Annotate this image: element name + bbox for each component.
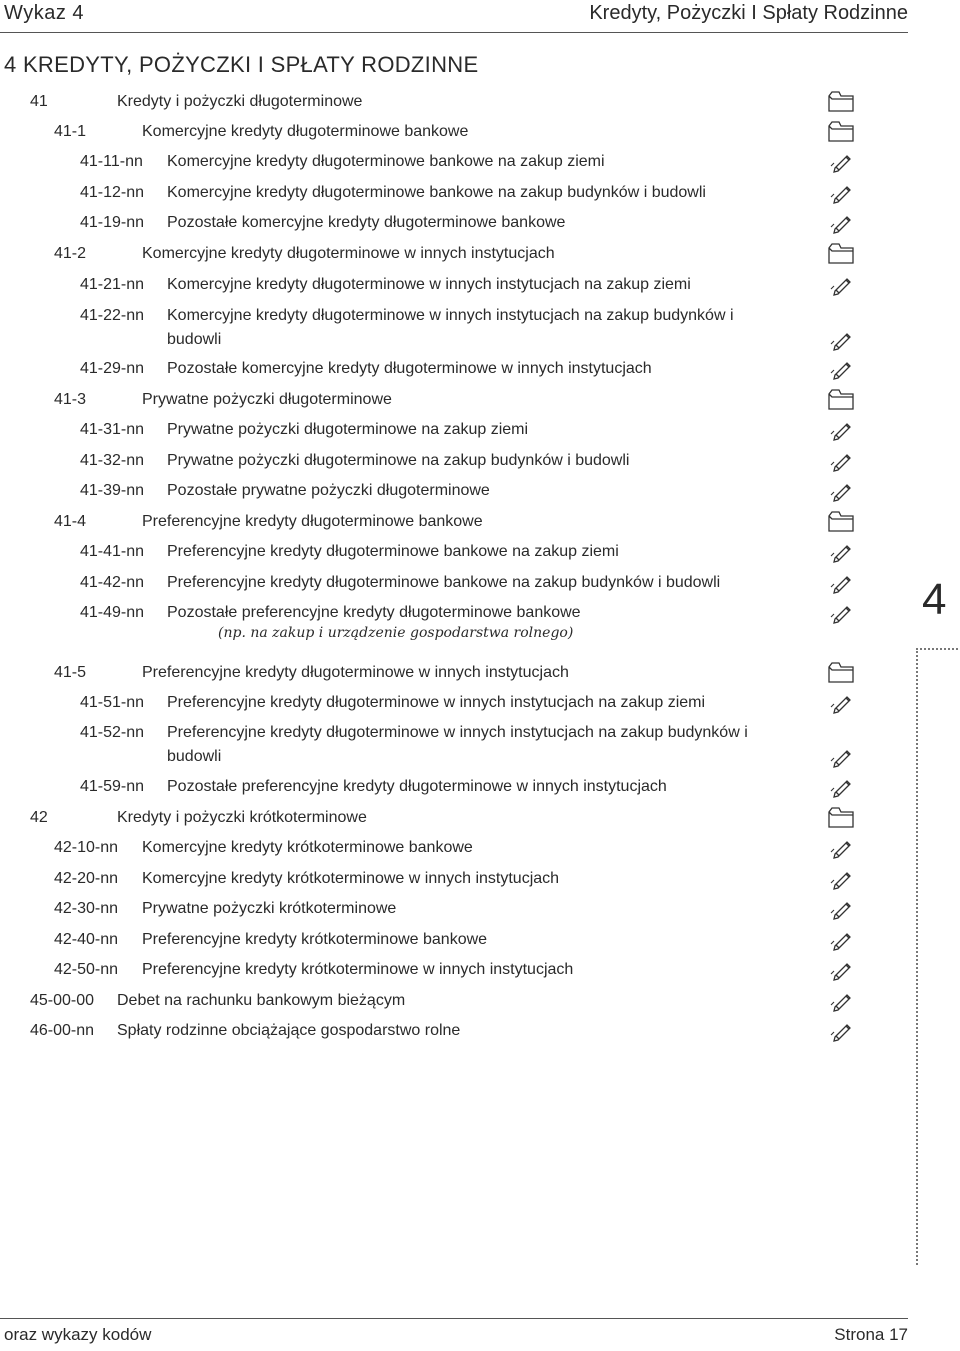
item-label: Pozostałe komercyjne kredyty długoterminowe w innych instytucjach xyxy=(167,360,652,377)
item-label: Pozostałe preferencyjne kredyty długoterminowe bankowe xyxy=(167,604,581,621)
list-item xyxy=(0,806,908,830)
item-label: Pozostałe prywatne pożyczki długoterminowe xyxy=(167,482,490,499)
list-item xyxy=(0,661,908,685)
pencil-icon xyxy=(826,328,856,352)
pencil-icon xyxy=(826,357,856,381)
item-label: Prywatne pożyczki krótkoterminowe xyxy=(142,900,397,917)
footer-right-text: Strona 17 xyxy=(834,1325,908,1344)
list-item xyxy=(0,601,908,625)
item-label: Komercyjne kredyty długoterminowe w innych instytucjach na zakup ziemi xyxy=(167,276,691,293)
section-title: 4 KREDYTY, POŻYCZKI I SPŁATY RODZINNE xyxy=(4,52,479,77)
header-left-text: Wykaz 4 xyxy=(4,2,85,24)
pencil-icon xyxy=(826,150,856,174)
item-label: Prywatne pożyczki długoterminowe na zakup budynków i budowli xyxy=(167,452,630,469)
footer-left-text: oraz wykazy kodów xyxy=(4,1325,152,1344)
list-item xyxy=(0,897,908,921)
item-label: Komercyjne kredyty krótkoterminowe w innych instytucjach xyxy=(142,870,560,887)
pencil-icon xyxy=(826,745,856,769)
item-label: Komercyjne kredyty długoterminowe bankowe na zakup ziemi xyxy=(167,153,605,170)
pencil-icon xyxy=(826,571,856,595)
item-label: Preferencyjne kredyty długoterminowe w innych instytucjach na zakup ziemi xyxy=(167,694,706,711)
folder-icon xyxy=(826,242,856,266)
list-item xyxy=(0,1019,908,1043)
item-label: Komercyjne kredyty długoterminowe bankowe na zakup budynków i budowli xyxy=(167,184,706,201)
pencil-icon xyxy=(826,989,856,1013)
item-label: Preferencyjne kredyty długoterminowe w innych instytucjach xyxy=(142,664,569,681)
pencil-icon xyxy=(826,867,856,891)
item-label: Kredyty i pożyczki długoterminowe xyxy=(117,93,363,110)
item-code: 42-30-nn xyxy=(54,900,119,917)
item-code: 41-29-nn xyxy=(80,360,145,377)
item-label: Preferencyjne kredyty krótkoterminowe bankowe xyxy=(142,931,488,948)
pencil-icon xyxy=(826,1019,856,1043)
list-item xyxy=(0,775,908,799)
item-code: 41-2 xyxy=(54,245,87,262)
list-item xyxy=(0,989,908,1013)
list-item xyxy=(0,691,908,715)
pencil-icon xyxy=(826,928,856,952)
item-code: 42-50-nn xyxy=(54,961,119,978)
pencil-icon xyxy=(826,273,856,297)
item-code: 41-21-nn xyxy=(80,276,145,293)
list-item xyxy=(0,479,908,503)
item-code: 41-22-nn xyxy=(80,307,145,324)
item-code: 41-31-nn xyxy=(80,421,145,438)
item-code: 41-59-nn xyxy=(80,778,145,795)
item-code: 41-52-nn xyxy=(80,724,145,741)
item-label: Spłaty rodzinne obciążające gospodarstwo rolne xyxy=(117,1022,461,1039)
list-item xyxy=(0,571,908,595)
pencil-icon xyxy=(826,897,856,921)
item-label: Preferencyjne kredyty długoterminowe bankowe xyxy=(142,513,483,530)
item-label: Pozostałe komercyjne kredyty długoterminowe bankowe xyxy=(167,214,566,231)
item-label: Preferencyjne kredyty długoterminowe bankowe na zakup budynków i budowli xyxy=(167,574,721,591)
item-code: 41-32-nn xyxy=(80,452,145,469)
item-label: Komercyjne kredyty krótkoterminowe bankowe xyxy=(142,839,473,856)
folder-icon xyxy=(826,510,856,534)
pencil-icon xyxy=(826,449,856,473)
pencil-icon xyxy=(826,211,856,235)
list-item xyxy=(0,540,908,564)
item-label: Preferencyjne kredyty długoterminowe w innych instytucjach na zakup budynków i budowli xyxy=(167,724,748,765)
header-right-text: Kredyty, Pożyczki I Spłaty Rodzinne xyxy=(589,2,908,24)
pencil-icon xyxy=(826,601,856,625)
folder-icon xyxy=(826,90,856,114)
pencil-icon xyxy=(826,836,856,860)
pencil-icon xyxy=(826,958,856,982)
item-code: 41-1 xyxy=(54,123,87,140)
list-item xyxy=(0,242,908,266)
item-label: Debet na rachunku bankowym bieżącym xyxy=(117,992,406,1009)
pencil-icon xyxy=(826,691,856,715)
list-item xyxy=(0,120,908,144)
item-code: 41-41-nn xyxy=(80,543,145,560)
list-item xyxy=(0,958,908,982)
list-item xyxy=(0,510,908,534)
item-code: 46-00-nn xyxy=(30,1022,95,1039)
item-label: Prywatne pożyczki długoterminowe na zakup ziemi xyxy=(167,421,529,438)
footnote: (np. na zakup i urządzenie gospodarstwa rolnego) xyxy=(218,625,574,641)
item-code: 41-4 xyxy=(54,513,87,530)
folder-icon xyxy=(826,388,856,412)
item-code: 42-10-nn xyxy=(54,839,119,856)
pencil-icon xyxy=(826,775,856,799)
item-label: Komercyjne kredyty długoterminowe w innych instytucjach na zakup budynków i budowli xyxy=(167,307,734,348)
list-item xyxy=(0,867,908,891)
item-code: 41 xyxy=(30,93,48,110)
item-label: Kredyty i pożyczki krótkoterminowe xyxy=(117,809,367,826)
item-label: Komercyjne kredyty długoterminowe w innych instytucjach xyxy=(142,245,555,262)
item-label: Preferencyjne kredyty krótkoterminowe w innych instytucjach xyxy=(142,961,574,978)
list-item xyxy=(0,90,908,114)
list-item xyxy=(0,928,908,952)
folder-icon xyxy=(826,661,856,685)
item-code: 45-00-00 xyxy=(30,992,95,1009)
list-item xyxy=(0,721,908,769)
pencil-icon xyxy=(826,479,856,503)
item-label: Pozostałe preferencyjne kredyty długoterminowe w innych instytucjach xyxy=(167,778,667,795)
pencil-icon xyxy=(826,181,856,205)
page-header xyxy=(0,0,908,33)
list-item xyxy=(0,418,908,442)
list-item xyxy=(0,273,908,297)
item-code: 41-39-nn xyxy=(80,482,145,499)
item-code: 41-12-nn xyxy=(80,184,145,201)
pencil-icon xyxy=(826,540,856,564)
item-code: 42-20-nn xyxy=(54,870,119,887)
item-code: 41-3 xyxy=(54,391,87,408)
page-footer xyxy=(0,1318,908,1351)
item-code: 41-42-nn xyxy=(80,574,145,591)
item-code: 41-5 xyxy=(54,664,87,681)
folder-icon xyxy=(826,806,856,830)
list-item xyxy=(0,150,908,174)
pencil-icon xyxy=(826,418,856,442)
list-item xyxy=(0,181,908,205)
list-item xyxy=(0,836,908,860)
item-label: Preferencyjne kredyty długoterminowe bankowe na zakup ziemi xyxy=(167,543,619,560)
list-item xyxy=(0,388,908,412)
item-label: Komercyjne kredyty długoterminowe bankowe xyxy=(142,123,469,140)
item-code: 42 xyxy=(30,809,48,826)
dotted-margin-marker xyxy=(916,648,960,1265)
item-label: Prywatne pożyczki długoterminowe xyxy=(142,391,392,408)
list-item xyxy=(0,304,908,352)
list-item xyxy=(0,449,908,473)
item-code: 41-51-nn xyxy=(80,694,145,711)
folder-icon xyxy=(826,120,856,144)
item-code: 42-40-nn xyxy=(54,931,119,948)
item-code: 41-49-nn xyxy=(80,604,145,621)
item-code: 41-19-nn xyxy=(80,214,145,231)
chapter-number: 4 xyxy=(922,575,947,624)
list-item xyxy=(0,211,908,235)
list-item xyxy=(0,357,908,381)
item-code: 41-11-nn xyxy=(80,153,143,170)
